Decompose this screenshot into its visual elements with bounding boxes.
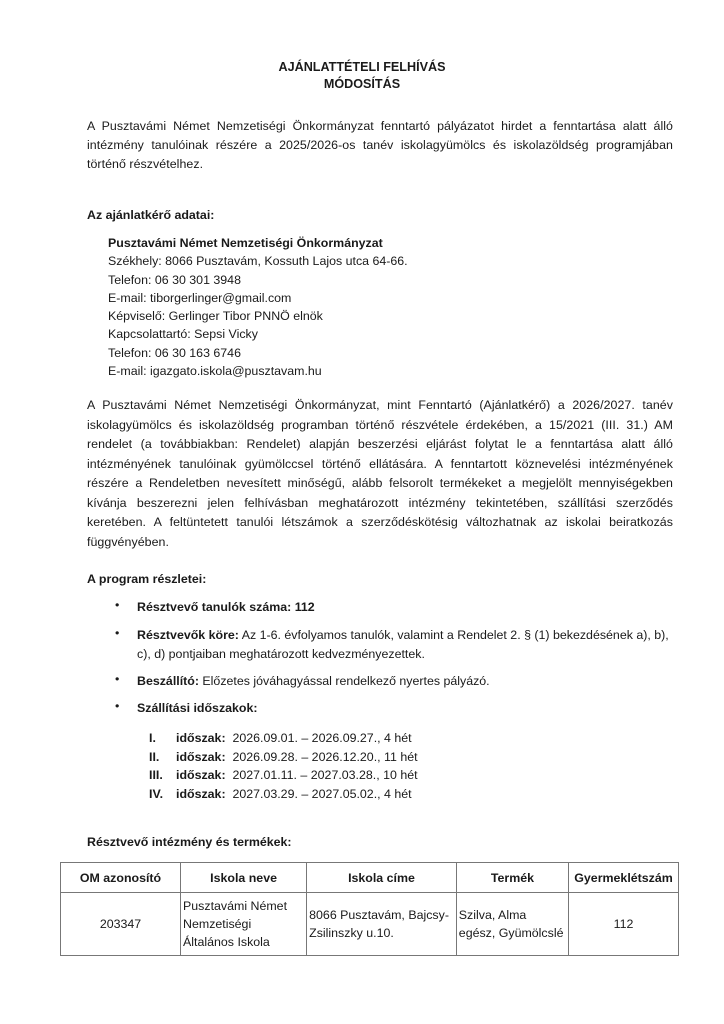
- contact-email: E-mail: igazgato.iskola@pusztavam.hu: [108, 364, 322, 379]
- bullet-label: Résztvevő tanulók száma: 112: [137, 600, 315, 614]
- column-header-om-id: OM azonosító: [61, 863, 181, 893]
- requester-email: E-mail: tiborgerlinger@gmail.com: [108, 290, 292, 305]
- cell-product: Szilva, Alma egész, Gyümölcslé: [456, 893, 568, 956]
- document-title: AJÁNLATTÉTELI FELHÍVÁS: [278, 60, 446, 74]
- bullet-label: Beszállító:: [137, 674, 199, 688]
- column-header-child-count: Gyermeklétszám: [569, 863, 679, 893]
- period-row: II. időszak: 2026.09.28. – 2026.12.20., 11 hét: [149, 749, 418, 764]
- contact-phone: Telefon: 06 30 163 6746: [108, 345, 241, 360]
- bullet-icon: •: [115, 598, 120, 612]
- document-subtitle: MÓDOSÍTÁS: [323, 77, 401, 91]
- cell-om-id: 203347: [61, 893, 181, 956]
- body-paragraph: A Pusztavámi Német Nemzetiségi Önkormányzat, mint Fenntartó (Ajánlatkérő) a 2026/2027. tanév iskolagyümölcs és iskolazöldség programban történő részvétele érdekében, a 15/2021 (III. 31.) AM rendelet (a továbbiakban: Rendelet) alapján beszerzési eljárást folytat le a fenntartása alatt álló intézményének tanulóinak gyümölccsel történő ellátására. A fenntartott köznevelési intézményének részére a Rendeletben nevesített minőségű, alább felsorolt termékeket a megjelölt mennyiségekben kívánja beszerezni jelen felhívásban meghatározott intézmény tekintetében, szállítási szerződés keretében. A feltüntetett tanulói létszámok a szerződéskötésig változhatnak az iskolai beiratkozás függvényében.: [87, 398, 673, 549]
- period-range: 2027.03.29. – 2027.05.02., 4 hét: [232, 786, 412, 801]
- period-row: IV. időszak: 2027.03.29. – 2027.05.02., 4 hét: [149, 786, 412, 801]
- period-range: 2026.09.28. – 2026.12.20., 11 hét: [232, 749, 418, 764]
- bullet-icon: •: [115, 626, 120, 640]
- table-row: [61, 893, 679, 956]
- column-header-school-name: Iskola neve: [181, 863, 307, 893]
- cell-school-name: Pusztavámi Német Nemzetiségi Általános Iskola: [181, 893, 307, 956]
- bullet-text: Előzetes jóváhagyással rendelkező nyertes pályázó.: [198, 674, 490, 688]
- period-range: 2026.09.01. – 2026.09.27., 4 hét: [232, 731, 412, 745]
- cell-school-address: 8066 Pusztavám, Bajcsy-Zsilinszky u.10.: [307, 893, 457, 956]
- table-header-row: [61, 863, 679, 893]
- bullet-icon: •: [115, 672, 120, 686]
- bullet-label: Résztvevők köre:: [137, 628, 239, 642]
- products-heading: Résztvevő intézmény és termékek:: [87, 835, 292, 849]
- delivery-periods: [149, 729, 418, 803]
- requester-name: Pusztavámi Német Nemzetiségi Önkormányzat: [108, 236, 383, 250]
- products-table: [60, 862, 679, 956]
- period-range: 2027.01.11. – 2027.03.28., 10 hét: [232, 768, 418, 783]
- column-header-product: Termék: [456, 863, 568, 893]
- period-row: I. időszak: 2026.09.01. – 2026.09.27., 4 hét: [149, 731, 412, 745]
- column-header-school-address: Iskola címe: [307, 863, 457, 893]
- requester-contact-block: [108, 234, 408, 380]
- bullet-icon: •: [115, 699, 120, 713]
- requester-representative: Képviselő: Gerlinger Tibor PNNÖ elnök: [108, 309, 323, 324]
- intro-paragraph: A Pusztavámi Német Nemzetiségi Önkormányzat fenntartó pályázatot hirdet a fenntartása alatt álló intézmény tanulóinak részére a 2025/2026-os tanév iskolagyümölcs és iskolazöldség programjában történő részvételhez.: [87, 119, 673, 172]
- requester-phone: Telefon: 06 30 301 3948: [108, 272, 241, 287]
- requester-heading: Az ajánlatkérő adatai:: [87, 208, 215, 222]
- requester-contact-person: Kapcsolattartó: Sepsi Vicky: [108, 327, 258, 342]
- requester-address: Székhely: 8066 Pusztavám, Kossuth Lajos utca 64-66.: [108, 254, 408, 269]
- cell-child-count: 112: [569, 893, 679, 956]
- bullet-text: Az 1-6. évfolyamos tanulók, valamint a Rendelet 2. § (1) bekezdésének a), b), c), d) pontjaiban meghatározott kedvezményezettek.: [137, 628, 669, 661]
- bullet-label: Szállítási időszakok:: [137, 701, 258, 715]
- period-row: III. időszak: 2027.01.11. – 2027.03.28., 10 hét: [149, 768, 418, 783]
- program-heading: A program részletei:: [87, 572, 207, 586]
